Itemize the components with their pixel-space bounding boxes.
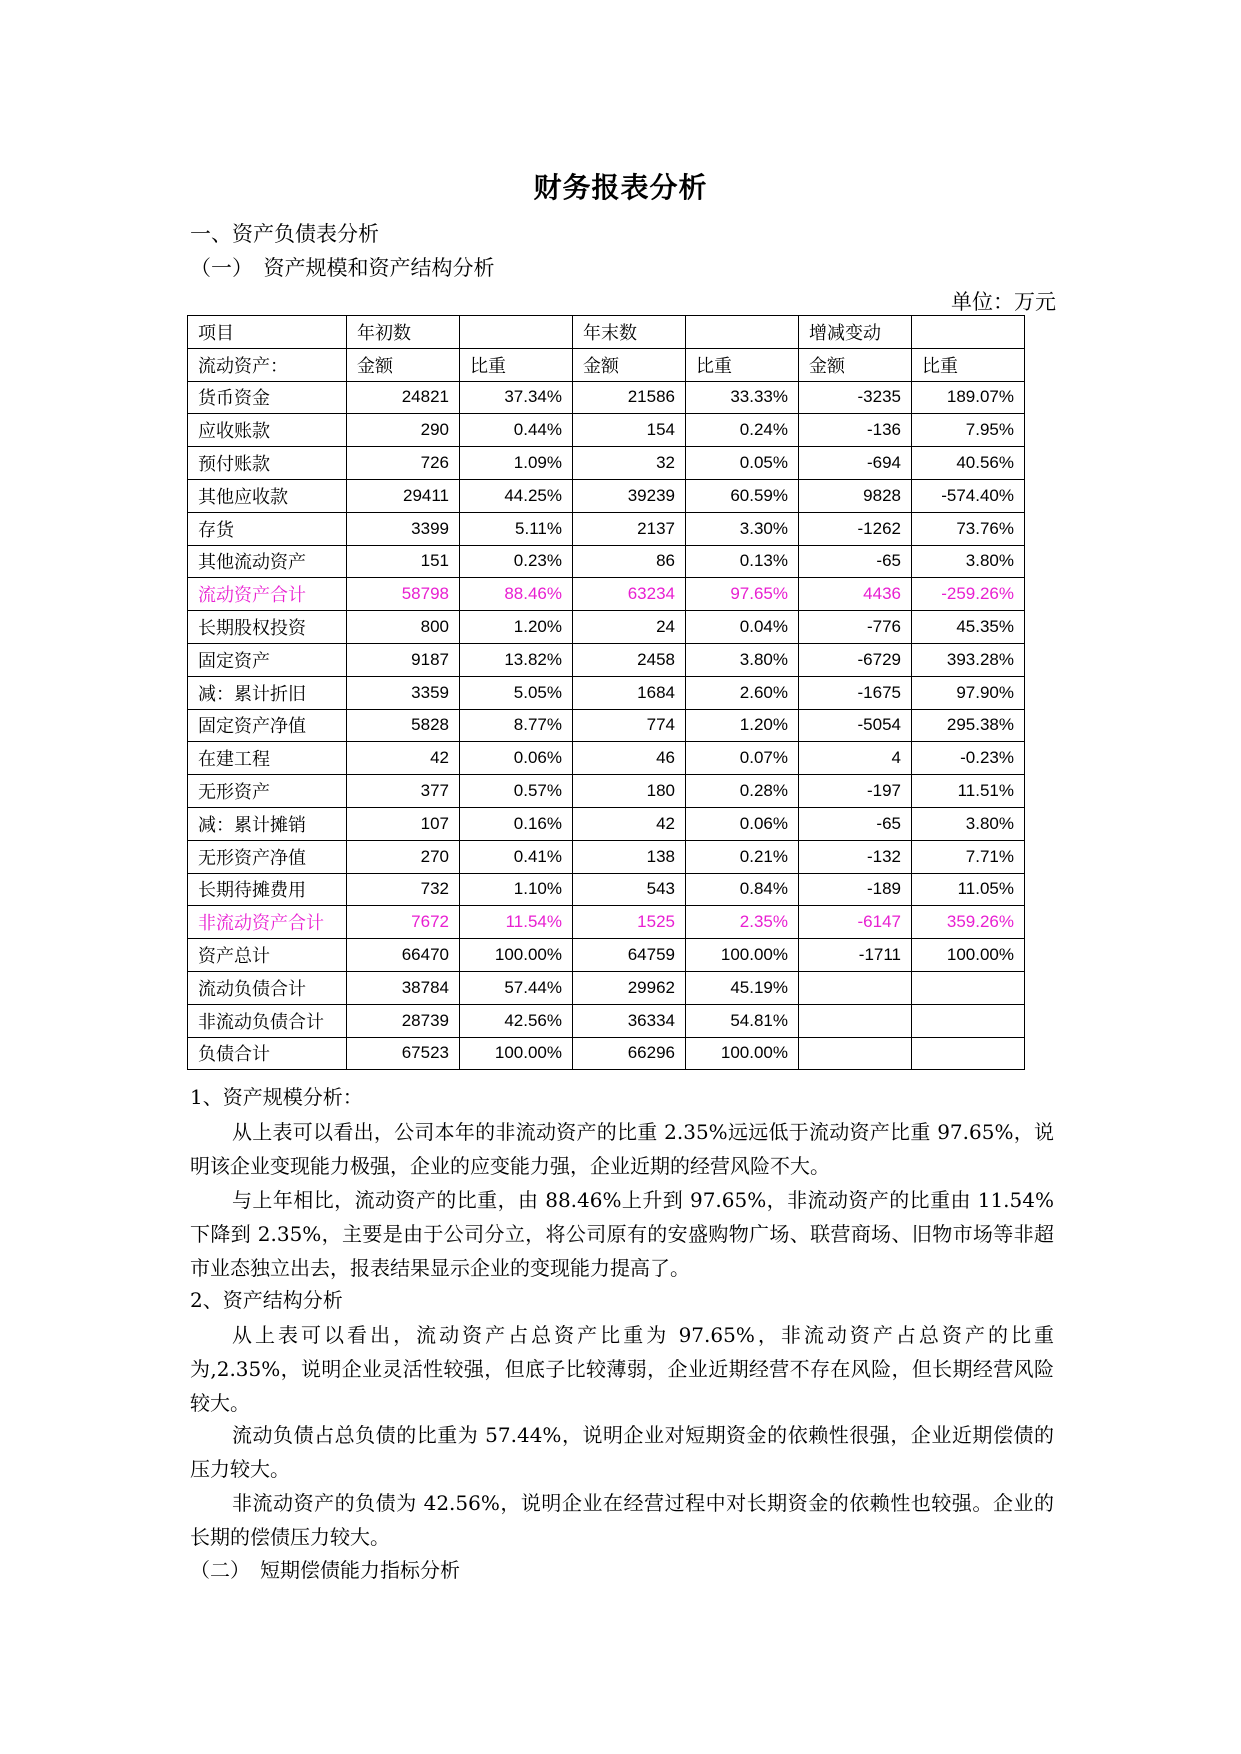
table-cell: -65 bbox=[799, 807, 912, 840]
table-cell: 7672 bbox=[347, 906, 460, 939]
table-cell: 138 bbox=[573, 840, 686, 873]
header-cell bbox=[460, 316, 573, 349]
table-cell: 359.26% bbox=[912, 906, 1025, 939]
header-cell: 年末数 bbox=[573, 316, 686, 349]
table-row bbox=[188, 971, 1025, 1004]
table-cell: 5.05% bbox=[460, 676, 573, 709]
table-cell: 270 bbox=[347, 840, 460, 873]
table-cell: 543 bbox=[573, 873, 686, 906]
table-cell: 151 bbox=[347, 545, 460, 578]
table-cell: 24821 bbox=[347, 381, 460, 414]
subsection-heading-asset-structure: （一） 资产规模和资产结构分析 bbox=[190, 256, 495, 280]
table-cell: 24 bbox=[573, 611, 686, 644]
table-cell: 46 bbox=[573, 742, 686, 775]
header-cell: 金额 bbox=[573, 348, 686, 381]
table-cell: 0.05% bbox=[686, 447, 799, 480]
table-row bbox=[188, 709, 1025, 742]
table-row bbox=[188, 545, 1025, 578]
table-cell: 3.80% bbox=[686, 643, 799, 676]
table-cell: 0.13% bbox=[686, 545, 799, 578]
row-label: 固定资产净值 bbox=[188, 709, 347, 742]
table-cell: 64759 bbox=[573, 939, 686, 972]
table-cell: 1.20% bbox=[460, 611, 573, 644]
table-cell: 100.00% bbox=[460, 939, 573, 972]
table-cell: 0.21% bbox=[686, 840, 799, 873]
table-cell: 4 bbox=[799, 742, 912, 775]
row-label: 非流动资产合计 bbox=[188, 906, 347, 939]
table-cell: 1684 bbox=[573, 676, 686, 709]
header-cell: 金额 bbox=[799, 348, 912, 381]
table-cell: -776 bbox=[799, 611, 912, 644]
header-cell bbox=[912, 316, 1025, 349]
table-cell: -1711 bbox=[799, 939, 912, 972]
row-label: 非流动负债合计 bbox=[188, 1004, 347, 1037]
table-cell: 0.23% bbox=[460, 545, 573, 578]
table-cell: 39239 bbox=[573, 479, 686, 512]
table-cell: -197 bbox=[799, 775, 912, 808]
row-label: 固定资产 bbox=[188, 643, 347, 676]
table-row bbox=[188, 840, 1025, 873]
row-label: 无形资产 bbox=[188, 775, 347, 808]
table-cell bbox=[799, 1004, 912, 1037]
table-cell: 2.35% bbox=[686, 906, 799, 939]
table-row bbox=[188, 479, 1025, 512]
row-label: 流动资产合计 bbox=[188, 578, 347, 611]
table-cell: 189.07% bbox=[912, 381, 1025, 414]
table-cell: -1262 bbox=[799, 512, 912, 545]
table-cell: 5828 bbox=[347, 709, 460, 742]
table-cell: 154 bbox=[573, 414, 686, 447]
table-cell: 28739 bbox=[347, 1004, 460, 1037]
table-cell: 393.28% bbox=[912, 643, 1025, 676]
table-cell: 2.60% bbox=[686, 676, 799, 709]
table-cell: 726 bbox=[347, 447, 460, 480]
table-cell: 8.77% bbox=[460, 709, 573, 742]
table-cell: 1.09% bbox=[460, 447, 573, 480]
row-label: 减：累计折旧 bbox=[188, 676, 347, 709]
table-cell: 37.34% bbox=[460, 381, 573, 414]
page-title: 财务报表分析 bbox=[533, 171, 708, 204]
table-cell bbox=[799, 971, 912, 1004]
table-cell: 86 bbox=[573, 545, 686, 578]
balance-sheet-table bbox=[187, 315, 1025, 1070]
table-cell: 290 bbox=[347, 414, 460, 447]
header-cell bbox=[686, 316, 799, 349]
table-row bbox=[188, 578, 1025, 611]
table-cell: 42 bbox=[347, 742, 460, 775]
table-cell: 100.00% bbox=[912, 939, 1025, 972]
table-cell: 42 bbox=[573, 807, 686, 840]
table-row bbox=[188, 775, 1025, 808]
table-cell: 0.44% bbox=[460, 414, 573, 447]
header-cell: 金额 bbox=[347, 348, 460, 381]
table-cell: 58798 bbox=[347, 578, 460, 611]
table-cell: 180 bbox=[573, 775, 686, 808]
table-cell: 67523 bbox=[347, 1037, 460, 1070]
table-cell: -3235 bbox=[799, 381, 912, 414]
paragraph-scale-1: 从上表可以看出，公司本年的非流动资产的比重 2.35%远远低于流动资产比重 97.65%，说明该企业变现能力极强，企业的应变能力强，企业近期的经营风险不大。 bbox=[190, 1120, 1054, 1178]
paragraph-structure-3: 非流动资产的负债为 42.56%，说明企业在经营过程中对长期资金的依赖性也较强。企业的长期的偿债压力较大。 bbox=[190, 1491, 1054, 1549]
table-cell: -189 bbox=[799, 873, 912, 906]
table-cell: 60.59% bbox=[686, 479, 799, 512]
table-cell: 0.06% bbox=[460, 742, 573, 775]
table-row bbox=[188, 643, 1025, 676]
row-label: 长期股权投资 bbox=[188, 611, 347, 644]
table-cell: 11.51% bbox=[912, 775, 1025, 808]
table-cell: -6729 bbox=[799, 643, 912, 676]
table-cell: 21586 bbox=[573, 381, 686, 414]
table-cell: 9828 bbox=[799, 479, 912, 512]
row-label: 无形资产净值 bbox=[188, 840, 347, 873]
row-label: 减：累计摊销 bbox=[188, 807, 347, 840]
row-label: 负债合计 bbox=[188, 1037, 347, 1070]
table-row bbox=[188, 447, 1025, 480]
table-cell: 732 bbox=[347, 873, 460, 906]
table-cell: -136 bbox=[799, 414, 912, 447]
header-cell: 比重 bbox=[686, 348, 799, 381]
table-row bbox=[188, 1037, 1025, 1070]
table-cell: 38784 bbox=[347, 971, 460, 1004]
paragraph-structure-2: 流动负债占总负债的比重为 57.44%，说明企业对短期资金的依赖性很强，企业近期偿债的压力较大。 bbox=[190, 1423, 1054, 1481]
section-heading-balance-sheet: 一、资产负债表分析 bbox=[190, 222, 379, 246]
table-cell: 45.19% bbox=[686, 971, 799, 1004]
table-cell: 42.56% bbox=[460, 1004, 573, 1037]
unit-label: 单位：万元 bbox=[951, 290, 1056, 314]
table-cell: 44.25% bbox=[460, 479, 573, 512]
row-label: 其他应收款 bbox=[188, 479, 347, 512]
table-cell: 0.07% bbox=[686, 742, 799, 775]
row-label: 在建工程 bbox=[188, 742, 347, 775]
header-cell: 比重 bbox=[460, 348, 573, 381]
table-row bbox=[188, 414, 1025, 447]
table-cell: 3.80% bbox=[912, 545, 1025, 578]
table-cell: 1.20% bbox=[686, 709, 799, 742]
table-cell: 1.10% bbox=[460, 873, 573, 906]
table-cell: 11.05% bbox=[912, 873, 1025, 906]
table-cell: 32 bbox=[573, 447, 686, 480]
row-label: 流动负债合计 bbox=[188, 971, 347, 1004]
table-cell: 0.41% bbox=[460, 840, 573, 873]
row-label: 货币资金 bbox=[188, 381, 347, 414]
table-cell: 4436 bbox=[799, 578, 912, 611]
table-cell: 107 bbox=[347, 807, 460, 840]
table-cell bbox=[912, 1037, 1025, 1070]
table-cell: 33.33% bbox=[686, 381, 799, 414]
table-cell: 3359 bbox=[347, 676, 460, 709]
header-cell: 流动资产： bbox=[188, 348, 347, 381]
table-cell: -5054 bbox=[799, 709, 912, 742]
table-cell bbox=[912, 971, 1025, 1004]
table-row bbox=[188, 512, 1025, 545]
table-cell: -259.26% bbox=[912, 578, 1025, 611]
paragraph-structure-1: 从上表可以看出，流动资产占总资产比重为 97.65%，非流动资产占总资产的比重为,2.35%，说明企业灵活性较强，但底子比较薄弱，企业近期经营不存在风险，但长期经营风险较大。 bbox=[190, 1323, 1054, 1415]
header-cell: 比重 bbox=[912, 348, 1025, 381]
table-cell: 88.46% bbox=[460, 578, 573, 611]
table-cell: 66296 bbox=[573, 1037, 686, 1070]
table-header-row-2 bbox=[188, 348, 1025, 381]
header-cell: 项目 bbox=[188, 316, 347, 349]
table-cell: 63234 bbox=[573, 578, 686, 611]
table-row bbox=[188, 807, 1025, 840]
table-cell bbox=[799, 1037, 912, 1070]
table-cell: 73.76% bbox=[912, 512, 1025, 545]
table-header-row-1 bbox=[188, 316, 1025, 349]
table-cell: 0.16% bbox=[460, 807, 573, 840]
table-cell: 97.65% bbox=[686, 578, 799, 611]
table-cell: 40.56% bbox=[912, 447, 1025, 480]
table-cell: 5.11% bbox=[460, 512, 573, 545]
table-row bbox=[188, 611, 1025, 644]
table-cell: -6147 bbox=[799, 906, 912, 939]
heading-short-term-solvency: （二） 短期偿债能力指标分析 bbox=[190, 1558, 460, 1582]
table-cell: 66470 bbox=[347, 939, 460, 972]
table-cell: 1525 bbox=[573, 906, 686, 939]
table-cell: 0.84% bbox=[686, 873, 799, 906]
row-label: 其他流动资产 bbox=[188, 545, 347, 578]
table-cell: 11.54% bbox=[460, 906, 573, 939]
table-row bbox=[188, 1004, 1025, 1037]
header-cell: 年初数 bbox=[347, 316, 460, 349]
header-cell: 增减变动 bbox=[799, 316, 912, 349]
row-label: 应收账款 bbox=[188, 414, 347, 447]
table-cell: -65 bbox=[799, 545, 912, 578]
table-cell: 0.28% bbox=[686, 775, 799, 808]
table-cell bbox=[912, 1004, 1025, 1037]
row-label: 长期待摊费用 bbox=[188, 873, 347, 906]
table-cell: 2137 bbox=[573, 512, 686, 545]
table-cell: 295.38% bbox=[912, 709, 1025, 742]
table-cell: 13.82% bbox=[460, 643, 573, 676]
table-cell: 100.00% bbox=[460, 1037, 573, 1070]
table-cell: 9187 bbox=[347, 643, 460, 676]
table-cell: 100.00% bbox=[686, 1037, 799, 1070]
table-cell: 0.06% bbox=[686, 807, 799, 840]
table-row bbox=[188, 906, 1025, 939]
table-cell: 0.24% bbox=[686, 414, 799, 447]
table-row bbox=[188, 381, 1025, 414]
paragraph-scale-2: 与上年相比，流动资产的比重，由 88.46%上升到 97.65%，非流动资产的比重由 11.54%下降到 2.35%，主要是由于公司分立，将公司原有的安盛购物广场、联营商场、旧物市场等非超市业态独立出去，报表结果显示企业的变现能力提高了。 bbox=[190, 1188, 1054, 1280]
table-cell: -132 bbox=[799, 840, 912, 873]
row-label: 存货 bbox=[188, 512, 347, 545]
table-cell: 29962 bbox=[573, 971, 686, 1004]
table-cell: 97.90% bbox=[912, 676, 1025, 709]
table-cell: 54.81% bbox=[686, 1004, 799, 1037]
table-cell: -574.40% bbox=[912, 479, 1025, 512]
table-cell: 800 bbox=[347, 611, 460, 644]
table-cell: 7.71% bbox=[912, 840, 1025, 873]
table-cell: 3.30% bbox=[686, 512, 799, 545]
table-cell: 3399 bbox=[347, 512, 460, 545]
table-cell: -0.23% bbox=[912, 742, 1025, 775]
table-row bbox=[188, 742, 1025, 775]
heading-asset-structure: 2、资产结构分析 bbox=[190, 1288, 343, 1312]
table-row bbox=[188, 939, 1025, 972]
table-cell: 36334 bbox=[573, 1004, 686, 1037]
table-cell: 0.57% bbox=[460, 775, 573, 808]
row-label: 预付账款 bbox=[188, 447, 347, 480]
table-cell: 7.95% bbox=[912, 414, 1025, 447]
table-cell: -1675 bbox=[799, 676, 912, 709]
table-cell: 57.44% bbox=[460, 971, 573, 1004]
table-cell: -694 bbox=[799, 447, 912, 480]
table-cell: 100.00% bbox=[686, 939, 799, 972]
table-cell: 45.35% bbox=[912, 611, 1025, 644]
table-cell: 2458 bbox=[573, 643, 686, 676]
table-cell: 774 bbox=[573, 709, 686, 742]
heading-asset-scale: 1、资产规模分析： bbox=[190, 1085, 363, 1109]
table-cell: 377 bbox=[347, 775, 460, 808]
table-cell: 29411 bbox=[347, 479, 460, 512]
table-cell: 0.04% bbox=[686, 611, 799, 644]
row-label: 资产总计 bbox=[188, 939, 347, 972]
table-row bbox=[188, 873, 1025, 906]
table-row bbox=[188, 676, 1025, 709]
table-cell: 3.80% bbox=[912, 807, 1025, 840]
